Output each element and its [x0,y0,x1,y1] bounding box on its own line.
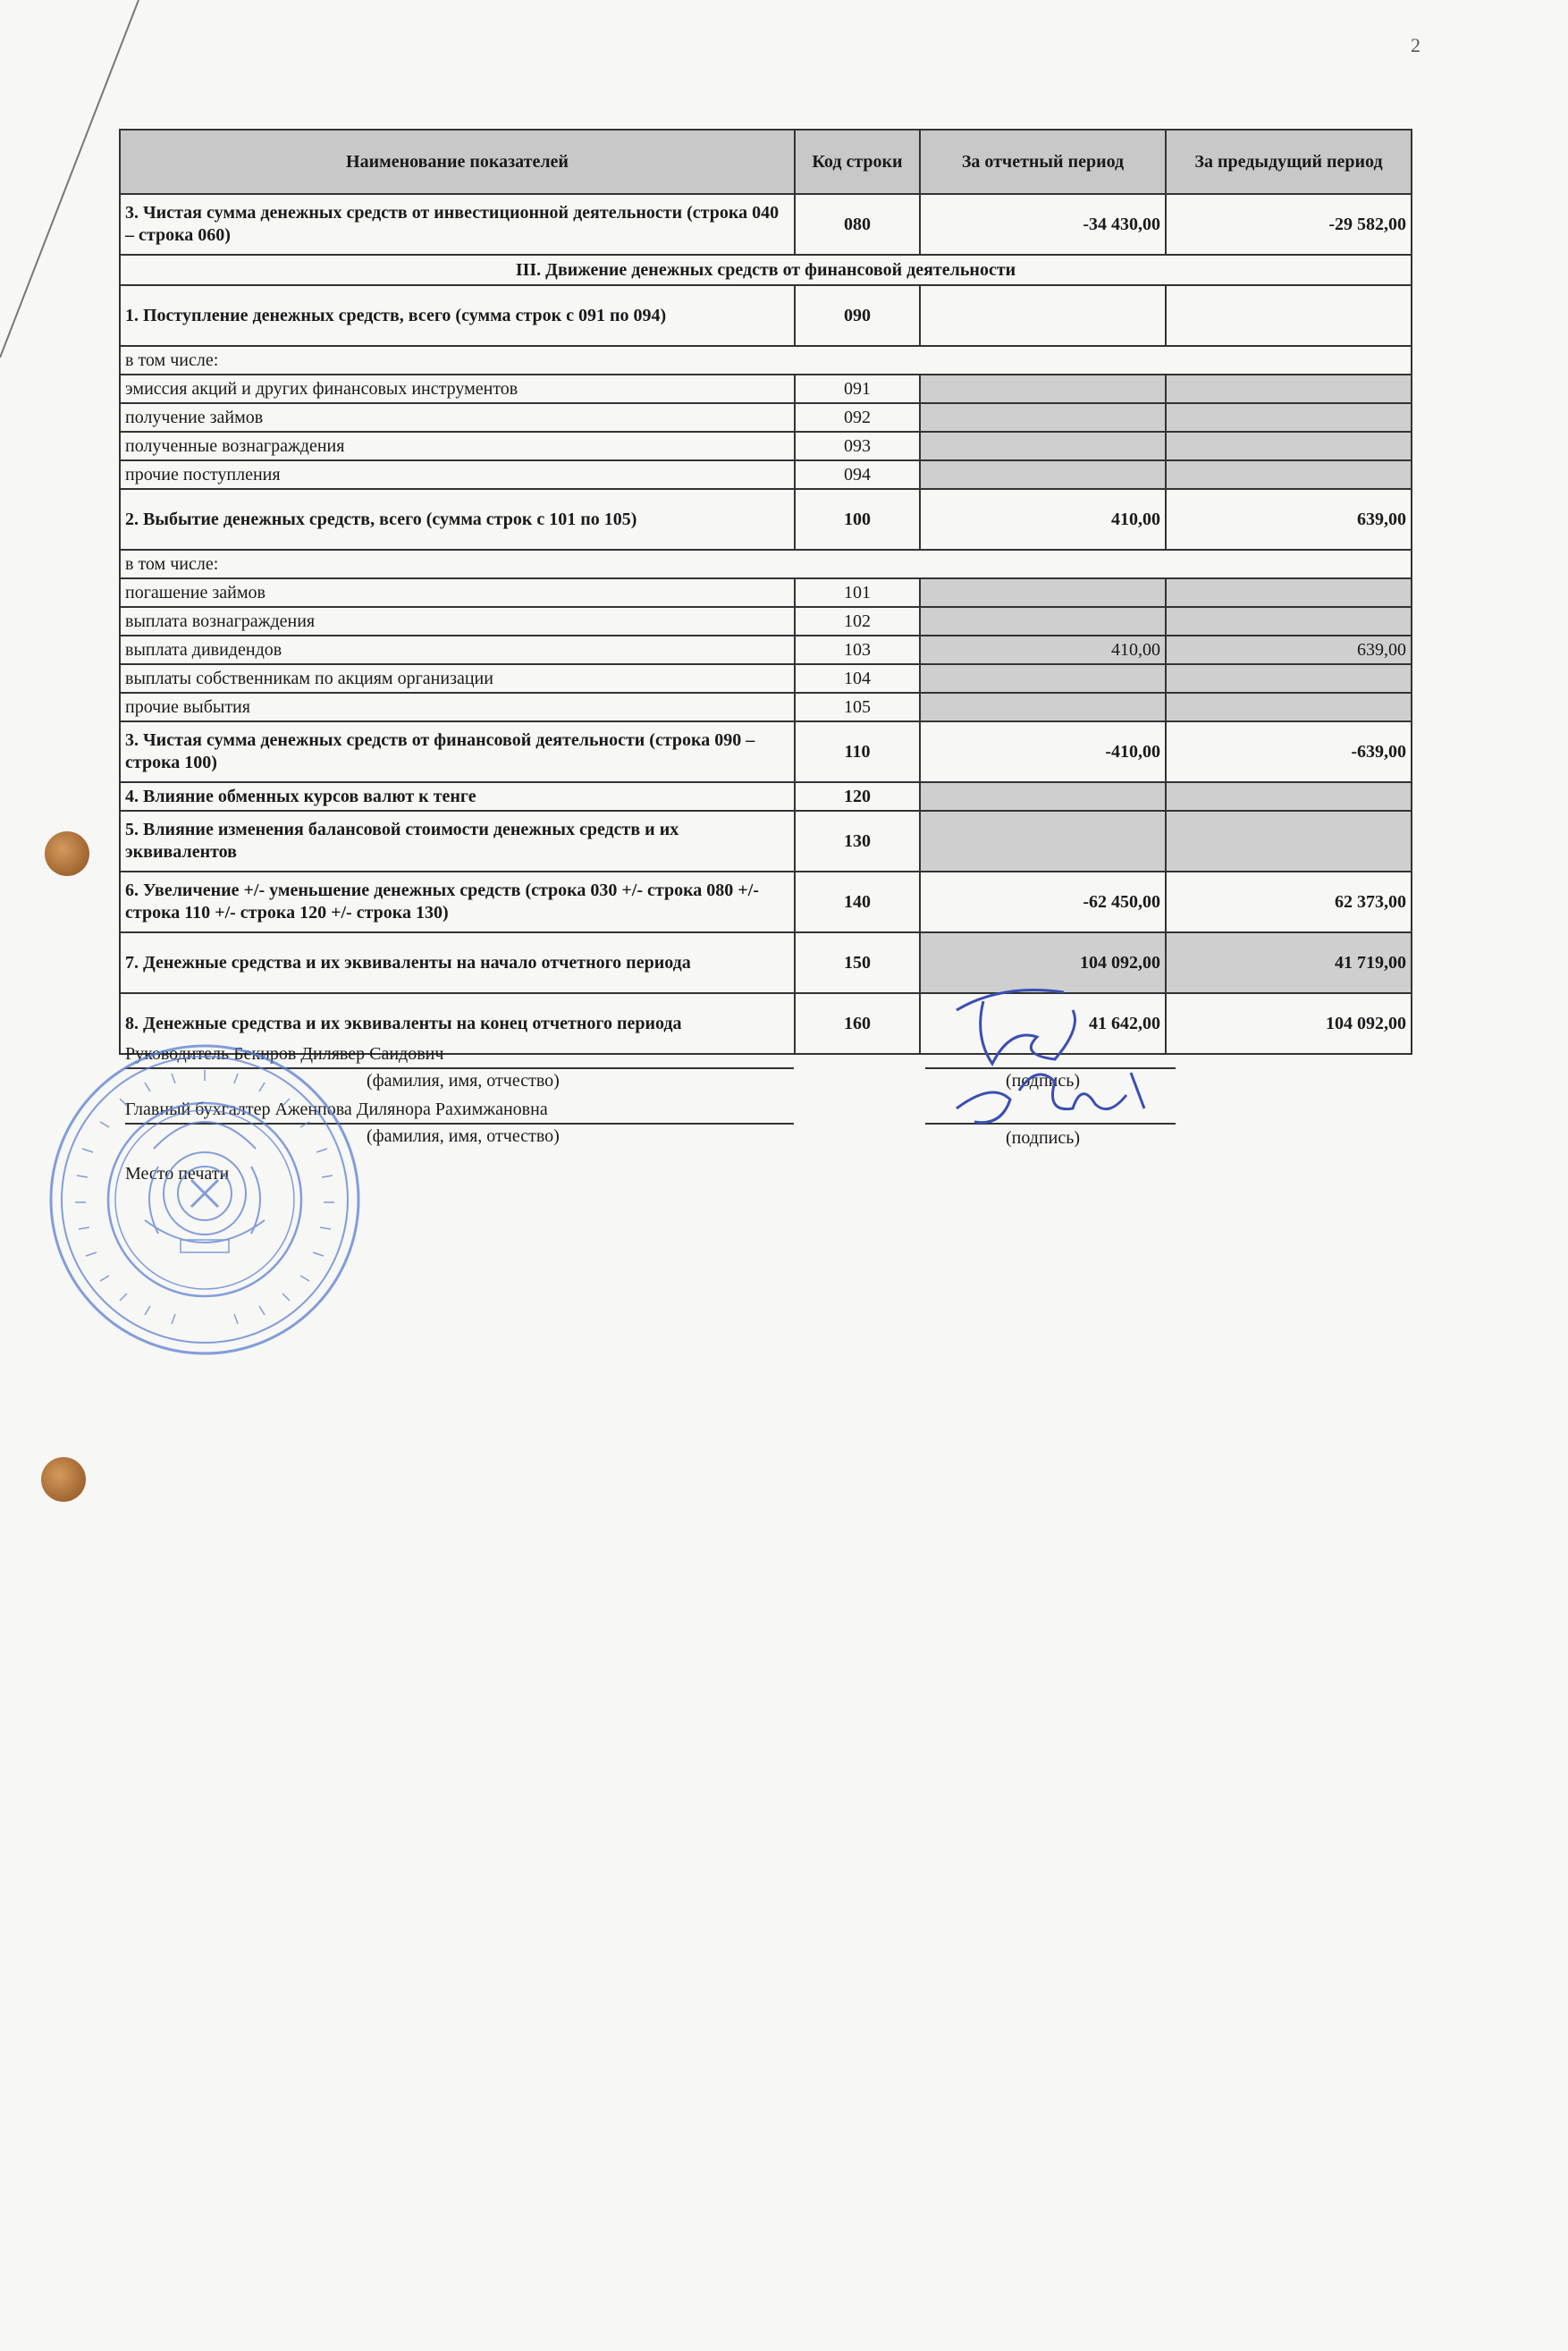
note-row [120,550,1412,578]
row-name: 6. Увеличение +/- уменьшение денежных средств (строка 030 +/- строка 080 +/- строка 110 +/- строка 120 +/- строка 130) [120,872,795,932]
row-code: 150 [795,932,920,993]
row-code: 094 [795,460,920,489]
section-row [120,255,1412,285]
row-previous: 639,00 [1166,489,1412,550]
row-previous [1166,285,1412,346]
cash-flow-table [119,129,1412,1055]
punch-hole-icon [45,831,89,876]
row-current: -62 450,00 [920,872,1166,932]
note-text: в том числе: [120,550,1412,578]
row-name: 1. Поступление денежных средств, всего (сумма строк с 091 по 094) [120,285,795,346]
row-current: 410,00 [920,636,1166,664]
row-previous: -29 582,00 [1166,194,1412,255]
row-previous [1166,460,1412,489]
row-code: 100 [795,489,920,550]
row-current [920,432,1166,460]
row-previous [1166,375,1412,403]
page-number: 2 [1411,34,1420,56]
row-code: 105 [795,693,920,721]
table-row [120,403,1412,432]
row-current [920,607,1166,636]
table-row [120,636,1412,664]
row-current: -410,00 [920,721,1166,782]
row-current [920,285,1166,346]
row-current: 41 642,00 [920,993,1166,1054]
row-previous: 104 092,00 [1166,993,1412,1054]
row-code: 090 [795,285,920,346]
row-name: 7. Денежные средства и их эквиваленты на начало отчетного периода [120,932,795,993]
row-previous [1166,403,1412,432]
row-previous [1166,664,1412,693]
header-current: За отчетный период [920,130,1166,194]
row-name: выплаты собственникам по акциям организации [120,664,795,693]
row-name: 5. Влияние изменения балансовой стоимости денежных средств и их эквивалентов [120,811,795,872]
row-code: 092 [795,403,920,432]
header-previous: За предыдущий период [1166,130,1412,194]
row-name: 2. Выбытие денежных средств, всего (сумма строк с 101 по 105) [120,489,795,550]
row-code: 102 [795,607,920,636]
row-name: полученные вознаграждения [120,432,795,460]
row-name: выплата дивидендов [120,636,795,664]
row-name: погашение займов [120,578,795,607]
section-title: III. Движение денежных средств от финансовой деятельности [120,255,1412,285]
row-code: 093 [795,432,920,460]
head-name: Руководитель Бекиров Дилявер Саидович [125,1044,444,1064]
row-previous [1166,811,1412,872]
row-name: эмиссия акций и других финансовых инструментов [120,375,795,403]
row-current: 104 092,00 [920,932,1166,993]
row-current [920,811,1166,872]
row-current [920,578,1166,607]
header-code: Код строки [795,130,920,194]
official-seal-icon [46,1041,363,1358]
row-name: 8. Денежные средства и их эквиваленты на конец отчетного периода [120,993,795,1054]
row-current [920,782,1166,811]
row-previous: 62 373,00 [1166,872,1412,932]
table-row [120,375,1412,403]
table-row [120,607,1412,636]
row-code: 130 [795,811,920,872]
header-name: Наименование показателей [120,130,795,194]
row-previous [1166,782,1412,811]
accountant-fio-caption: (фамилия, имя, отчество) [367,1126,560,1146]
row-name: 4. Влияние обменных курсов валют к тенге [120,782,795,811]
row-name: прочие поступления [120,460,795,489]
table-row [120,578,1412,607]
accountant-name: Главный бухгалтер Аженпова Дилянора Рахимжановна [125,1100,548,1119]
row-code: 120 [795,782,920,811]
table-row [120,782,1412,811]
row-name: 3. Чистая сумма денежных средств от инвестиционной деятельности (строка 040 – строка 060) [120,194,795,255]
row-code: 091 [795,375,920,403]
table-row [120,489,1412,550]
table-row [120,721,1412,782]
row-previous [1166,432,1412,460]
table-row [120,285,1412,346]
row-previous [1166,578,1412,607]
row-name: выплата вознаграждения [120,607,795,636]
table-row [120,811,1412,872]
row-previous: 41 719,00 [1166,932,1412,993]
row-previous: 639,00 [1166,636,1412,664]
head-fio-caption: (фамилия, имя, отчество) [367,1071,560,1091]
scan-edge-line [0,0,161,375]
row-code: 103 [795,636,920,664]
row-name: получение займов [120,403,795,432]
row-name: 3. Чистая сумма денежных средств от финансовой деятельности (строка 090 – строка 100) [120,721,795,782]
row-current [920,375,1166,403]
note-text: в том числе: [120,346,1412,375]
row-current: -34 430,00 [920,194,1166,255]
row-previous [1166,607,1412,636]
row-code: 140 [795,872,920,932]
row-current [920,460,1166,489]
accountant-signature-icon [939,1046,1171,1153]
table-header-row [120,130,1412,194]
row-previous [1166,693,1412,721]
row-current: 410,00 [920,489,1166,550]
punch-hole-icon [41,1457,86,1502]
table-row [120,693,1412,721]
accountant-sign-caption: (подпись) [1006,1128,1081,1148]
table-row [120,194,1412,255]
row-current [920,693,1166,721]
row-name: прочие выбытия [120,693,795,721]
row-current [920,664,1166,693]
row-current [920,403,1166,432]
table-row [120,460,1412,489]
row-code: 104 [795,664,920,693]
table-row [120,664,1412,693]
table-row [120,932,1412,993]
row-code: 160 [795,993,920,1054]
row-previous: -639,00 [1166,721,1412,782]
row-code: 101 [795,578,920,607]
table-row [120,432,1412,460]
seal-place-label: Место печати [125,1164,230,1184]
row-code: 110 [795,721,920,782]
note-row [120,346,1412,375]
table-row [120,872,1412,932]
head-sign-caption: (подпись) [1006,1071,1081,1091]
row-code: 080 [795,194,920,255]
